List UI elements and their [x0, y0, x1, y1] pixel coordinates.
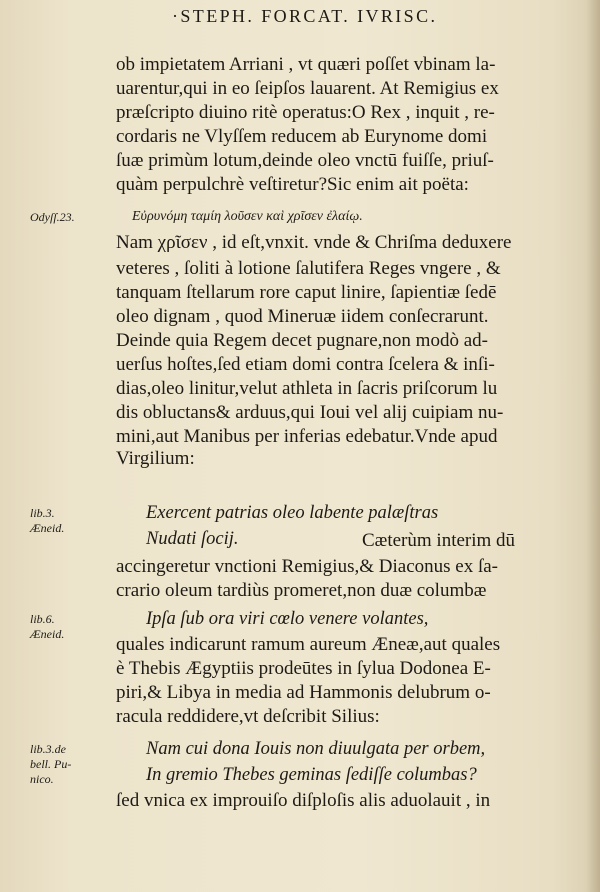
- text-line: Deinde quia Regem decet pugnare,non modò ad-: [116, 330, 488, 351]
- text-line: Virgilium:: [116, 448, 195, 469]
- verse-line: Nudati ſocij.: [146, 529, 239, 549]
- text-line: uarentur,qui in eo ſeipſos lauarent. At Remigius ex: [116, 78, 499, 99]
- margin-note-line: nico.: [30, 772, 54, 786]
- margin-note: [30, 210, 110, 225]
- margin-note: [30, 612, 110, 642]
- text-line: Nam χρῖσεν , id eſt,vnxit. vnde & Chriſma deduxere: [116, 232, 512, 253]
- margin-note-line: Æneid.: [30, 627, 65, 641]
- text-line: racula reddidere,vt deſcribit Silius:: [116, 706, 380, 727]
- text-line: ſuæ primùm lotum,deinde oleo vnctū fuiſſe, priuſ-: [116, 150, 494, 171]
- margin-note: [30, 742, 110, 787]
- verse-line: Nam cui dona Iouis non diuulgata per orbem,: [146, 739, 486, 759]
- text-line: ob impietatem Arriani , vt quæri poſſet vbinam la-: [116, 54, 496, 75]
- text-line: tanquam ſtellarum rore caput linire, ſapientiæ ſedē: [116, 282, 497, 303]
- text-line: piri,& Libya in media ad Hammonis delubrum o-: [116, 682, 491, 703]
- verse-line: In gremio Thebes geminas ſediſſe columbas?: [146, 765, 477, 785]
- text-line: Cæterùm interim dū: [362, 530, 516, 551]
- text-line: oleo dignam , quod Mineruæ iidem conſecrarunt.: [116, 306, 489, 327]
- text-line: è Thebis Ægyptiis prodeūtes in ſylua Dodonea E-: [116, 658, 491, 679]
- text-line: dis obluctans& arduus,qui Ioui vel alij cuipiam nu-: [116, 402, 504, 423]
- margin-note-line: lib.3.: [30, 506, 55, 520]
- text-line: præſcripto diuino ritè operatus:O Rex , inquit , re-: [116, 102, 495, 123]
- text-line: cordaris ne Vlyſſem reducem ab Eurynome domi: [116, 126, 488, 147]
- text-line: veteres , ſoliti à lotione ſalutifera Reges vngere , &: [116, 258, 501, 279]
- margin-note-line: lib.6.: [30, 612, 55, 626]
- verse-line: Exercent patrias oleo labente palæſtras: [146, 503, 439, 523]
- greek-quotation: Εὐρυνόμη ταμίη λοῦσεν καὶ χρῖσεν ἐλαίῳ.: [132, 209, 363, 224]
- margin-note-line: Æneid.: [30, 521, 65, 535]
- running-head: ·STEPH. FORCAT. IVRISC.: [172, 6, 438, 26]
- margin-note: [30, 506, 110, 536]
- text-line: mini,aut Manibus per inferias edebatur.Vnde apud: [116, 426, 498, 447]
- text-line: crario oleum tardiùs promeret,non duæ columbæ: [116, 580, 487, 601]
- page-gutter-shadow: [586, 0, 600, 892]
- margin-note-line: Odyſſ.23.: [30, 210, 75, 224]
- margin-note-line: bell. Pu-: [30, 757, 72, 771]
- verse-line: Ipſa ſub ora viri cœlo venere volantes,: [146, 609, 429, 629]
- text-line: dias,oleo linitur,velut athleta in ſacris priſcorum lu: [116, 378, 498, 399]
- margin-note-line: lib.3.de: [30, 742, 66, 756]
- text-line: accingeretur vnctioni Remigius,& Diaconus ex ſa-: [116, 556, 498, 577]
- text-line: quales indicarunt ramum aureum Æneæ,aut quales: [116, 634, 501, 655]
- text-line: uerſus hoſtes,ſed etiam domi contra ſcelera & inſi-: [116, 354, 495, 375]
- text-line: quàm perpulchrè veſtiretur?Sic enim ait poëta:: [116, 174, 469, 195]
- text-line: ſed vnica ex improuiſo diſploſis alis aduolauit , in: [116, 790, 491, 811]
